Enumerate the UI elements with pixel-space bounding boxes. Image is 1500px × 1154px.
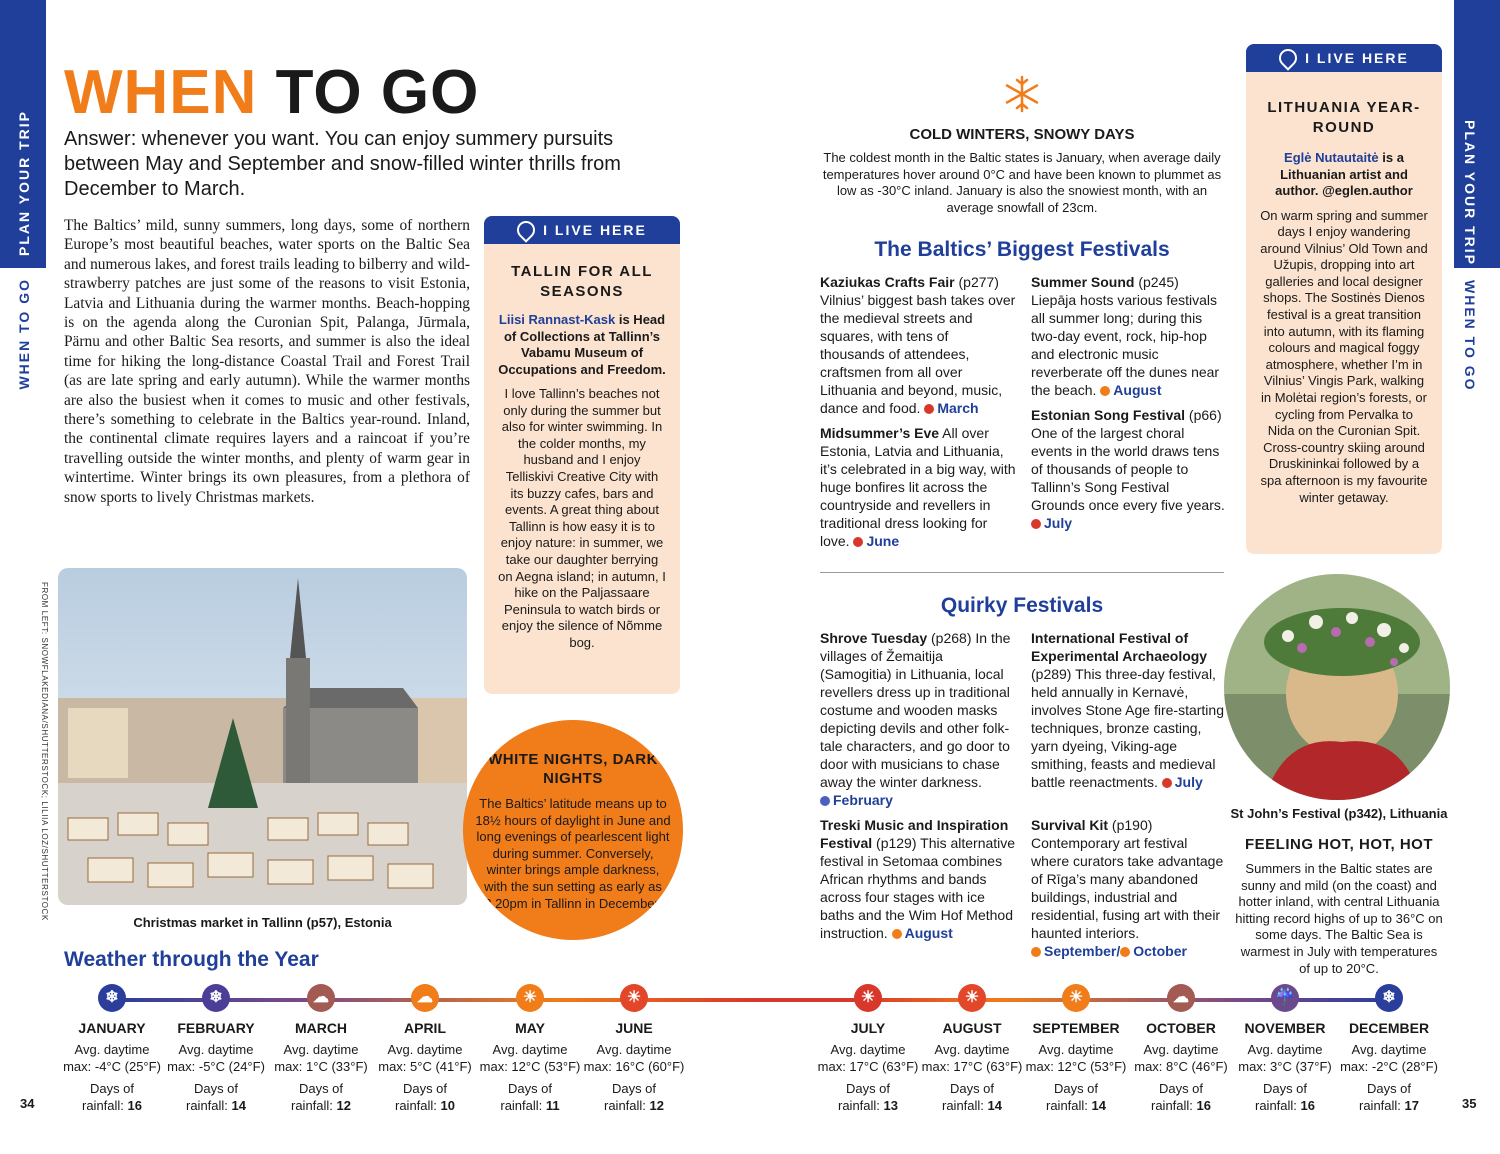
calendar-dot-icon: [892, 929, 902, 939]
page-number-right: 35: [1462, 1096, 1477, 1111]
snowflake-icon: ❄: [1375, 984, 1403, 1012]
title-black: TO GO: [275, 58, 480, 127]
rain-label: Days of: [949, 1081, 995, 1096]
festival-text: Vilnius’ biggest bash takes over the medieval streets and squares, with tens of thousands of attendees, craftsmen from all over Lithuania and beyond, music, dance and food.: [820, 292, 1016, 416]
festival-ref: (p268): [927, 630, 972, 646]
calendar-dot-icon: [1100, 386, 1110, 396]
festival-month-label: October: [1133, 943, 1187, 959]
temp-max: max: 17°C (63°F): [817, 1058, 919, 1074]
live-here-label: I LIVE HERE: [543, 222, 647, 238]
feeling-hot-text: Summers in the Baltic states are sunny and mild (on the coast) and hotter inland, with central Lithuania hitting record highs of up to 36°C on some days. The Baltic Sea is warmest in July with temperatures of up to 20°C.: [1235, 861, 1443, 976]
live-here-text: On warm spring and summer days I enjoy wandering around Vilnius’ Old Town and Užupis, dropping into art galleries and local designer shops. The Sostinės Dienos festival is a great transition into autumn, with its flaming colours and magical foggy atmosphere, whether I’m in Vilnius’ Vingis Park, walking in Molėtai region’s forests, or cycling from Pervalka to Nida on the Curonian Spit. Cross-country skiing around Druskininkai followed by a spa afternoon is my favourite winter getaway.: [1260, 207, 1428, 505]
temp-label: Avg. daytime: [1351, 1042, 1427, 1057]
festival-item: [820, 273, 1016, 417]
festival-ref: (p129): [872, 835, 917, 851]
calendar-dot-icon: [820, 796, 830, 806]
temp-max: max: 12°C (53°F): [479, 1058, 581, 1074]
rain-days: 16: [1196, 1097, 1211, 1113]
rain-days: 16: [127, 1097, 142, 1113]
temp-max: max: 3°C (37°F): [1238, 1058, 1332, 1074]
festival-item: [820, 816, 1016, 942]
white-nights-title: WHITE NIGHTS, DARK NIGHTS: [488, 751, 658, 787]
rain-label-2: rainfall:: [291, 1097, 337, 1113]
rain-label: Days of: [402, 1081, 448, 1096]
rain-days: 10: [440, 1097, 455, 1113]
month-temp: [917, 1042, 1027, 1075]
right-tab-label: PLAN YOUR TRIP: [1462, 120, 1478, 266]
festival-month: [1162, 774, 1203, 790]
cloud-rain-icon: ☔: [1271, 984, 1299, 1012]
festival-month-label: July: [1044, 515, 1073, 531]
festival-ref: (p277): [954, 274, 999, 290]
festival-name: Treski Music and Inspiration Festival: [820, 817, 1009, 851]
rain-label: Days of: [193, 1081, 239, 1096]
festival-item: [820, 629, 1016, 809]
round-photo-caption: St John’s Festival (p342), Lithuania: [1230, 806, 1448, 821]
festival-name: Summer Sound: [1031, 274, 1135, 290]
rain-label-2: rainfall:: [942, 1097, 988, 1113]
month-block: [475, 984, 585, 1114]
festival-text: All over Estonia, Latvia and Lithuania, it’s celebrated in a big way, with huge bonfires lit across the countryside and revellers in traditional dress looking for love.: [820, 425, 1016, 549]
month-name: SEPTEMBER: [1032, 1020, 1120, 1036]
rain-label: Days of: [507, 1081, 553, 1096]
christmas-market-photo: [58, 568, 467, 905]
snowflake-icon: ❄: [202, 984, 230, 1012]
body-text: The Baltics’ mild, sunny summers, long days, some of northern Europe’s most beautiful beaches, water sports on the Baltic Sea and numerous lakes, and forest trails leading to bilberry and wild-strawberry patches are just some of the reasons to visit Estonia, Latvia and Lithuania during the warmer months. Beach-hopping is on the agenda along the Curonian Spit, Palanga, Jūrmala, Pärnu and other Baltic Sea resorts, and summer is also the ideal time for hiking the long-distance Coastal Trail and Forest Trail (as are late spring and early autumn). While the warmer months are also the busiest when it comes to music and other festivals, there’s something to celebrate in the Baltics year-round. Inland, the continental climate requires layers and a raincoat if you’re travelling outside the winter months, and plenty of warm gear in wintertime. Winter brings its own pleasures, from a plethora of snow sports to lively Christmas markets.: [64, 217, 470, 506]
rain-label: Days of: [298, 1081, 344, 1096]
right-section-label: WHEN TO GO: [1462, 280, 1478, 392]
snowflake-icon: [1002, 74, 1042, 114]
festival-text: This three-day festival, held annually in Kernavė, involves Stone Age fire-starting techniques, bronze casting, yarn dyeing, Viking-age smithing, feasts and medieval battle reenactments.: [1031, 666, 1224, 790]
temp-max: max: -5°C (24°F): [167, 1058, 265, 1074]
month-name: AUGUST: [942, 1020, 1002, 1036]
temp-max: max: 16°C (60°F): [583, 1058, 685, 1074]
festival-text: Liepāja hosts various festivals all summer long; during this two-day event, rock, hip-hop and electronic music reverberate off the dunes near the beach.: [1031, 292, 1220, 398]
temp-max: max: 5°C (41°F): [378, 1058, 472, 1074]
rain-days: 14: [231, 1097, 246, 1113]
rain-label: Days of: [1053, 1081, 1099, 1096]
festival-item: [1031, 406, 1225, 532]
calendar-dot-icon: [1031, 947, 1041, 957]
month-temp: [579, 1042, 689, 1075]
live-here-label: I LIVE HERE: [1305, 50, 1409, 66]
festival-name: Midsummer’s Eve: [820, 425, 940, 441]
left-section-label: WHEN TO GO: [16, 278, 32, 390]
temp-max: max: 8°C (46°F): [1134, 1058, 1228, 1074]
biggest-festivals-title: The Baltics’ Biggest Festivals: [874, 238, 1170, 261]
live-here-bar: [484, 216, 680, 244]
month-rain: [1021, 1081, 1131, 1114]
month-block: [579, 984, 689, 1114]
festival-ref: (p245): [1134, 274, 1179, 290]
festival-ref: (p66): [1185, 407, 1222, 423]
month-temp: [813, 1042, 923, 1075]
rain-label-2: rainfall:: [500, 1097, 546, 1113]
rain-label-2: rainfall:: [1359, 1097, 1405, 1113]
location-pin-icon: [513, 217, 538, 242]
rain-days: 11: [545, 1097, 560, 1113]
festival-name: Estonian Song Festival: [1031, 407, 1186, 423]
temp-max: max: 17°C (63°F): [921, 1058, 1023, 1074]
festival-month-label: March: [937, 400, 979, 416]
month-name: APRIL: [404, 1020, 446, 1036]
month-temp: [266, 1042, 376, 1075]
month-rain: [917, 1081, 1027, 1114]
rain-label-2: rainfall:: [1046, 1097, 1092, 1113]
rain-label: Days of: [1262, 1081, 1308, 1096]
rain-label: Days of: [845, 1081, 891, 1096]
christmas-market-image: [58, 568, 467, 905]
rain-days: 14: [987, 1097, 1002, 1113]
cloud-sun-icon: ☁: [307, 984, 335, 1012]
festival-ref: (p289): [1031, 666, 1072, 682]
live-here-author: [498, 312, 666, 378]
live-here-card-lithuania: [1246, 44, 1442, 554]
cloud-sun-icon: ☁: [1167, 984, 1195, 1012]
month-temp: [1334, 1042, 1444, 1075]
live-here-author: [1260, 150, 1428, 200]
location-pin-icon: [1275, 45, 1300, 70]
feeling-hot-title: FEELING HOT, HOT, HOT: [1244, 836, 1433, 853]
month-temp: [1021, 1042, 1131, 1075]
live-here-bar: [1246, 44, 1442, 72]
photo-credit: FROM LEFT: SNOWFLAKEDIANA/SHUTTERSTOCK; LILIIA LOZ/SHUTTERSTOCK: [40, 582, 49, 921]
month-temp: [370, 1042, 480, 1075]
month-block: [1230, 984, 1340, 1114]
temp-label: Avg. daytime: [596, 1042, 672, 1057]
rain-label-2: rainfall:: [1151, 1097, 1197, 1113]
flower-crown-image: [1224, 574, 1450, 800]
sun-icon: ☀: [958, 984, 986, 1012]
festival-name: International Festival of Experimental Archaeology: [1031, 630, 1208, 664]
sun-icon: ☀: [1062, 984, 1090, 1012]
rain-label: Days of: [89, 1081, 135, 1096]
month-name: DECEMBER: [1348, 1020, 1430, 1036]
month-temp: [57, 1042, 167, 1075]
month-block: [266, 984, 376, 1114]
month-block: [57, 984, 167, 1114]
month-block: [1334, 984, 1444, 1114]
calendar-dot-icon: [1031, 519, 1041, 529]
festival-month: [924, 400, 978, 416]
festival-month-label: August: [904, 925, 953, 941]
photo-caption: Christmas market in Tallinn (p57), Estonia: [133, 915, 392, 930]
cold-winters-text: The coldest month in the Baltic states is January, when average daily temperatures hover around 0°C and have been known to plummet as low as -30°C inland. January is also the snowiest month, with an average snowfall of 23cm.: [822, 150, 1222, 215]
calendar-dot-icon: [853, 537, 863, 547]
month-name: JULY: [850, 1020, 886, 1036]
month-name: MAY: [515, 1020, 545, 1036]
festival-name: Shrove Tuesday: [820, 630, 928, 646]
month-block: [813, 984, 923, 1114]
temp-label: Avg. daytime: [74, 1042, 150, 1057]
author-name: Liisi Rannast-Kask: [498, 312, 616, 327]
temp-label: Avg. daytime: [830, 1042, 906, 1057]
temp-label: Avg. daytime: [387, 1042, 463, 1057]
quirky-festivals-title: Quirky Festivals: [940, 594, 1104, 617]
festival-text: In the villages of Žemaitija (Samogitia) in Lithuania, local revellers dress up in traditional costume and wooden masks depicting devils and other folk-tale characters, and go door to door with musicians to chase away the winter darkness.: [820, 630, 1011, 790]
month-name: JANUARY: [78, 1020, 146, 1036]
festival-text: One of the largest choral events in the world draws tens of thousands of people to Tallinn’s Song Festival Grounds once every five years.: [1031, 425, 1225, 513]
rain-label: Days of: [1158, 1081, 1204, 1096]
festival-text: Contemporary art festival where curators take advantage of Rīga’s many abandoned buildings, industrial and residential, fusing art with their haunted interiors.: [1031, 835, 1224, 941]
rain-label-2: rainfall:: [604, 1097, 650, 1113]
sun-icon: ☀: [620, 984, 648, 1012]
rain-label-2: rainfall:: [1255, 1097, 1301, 1113]
temp-label: Avg. daytime: [178, 1042, 254, 1057]
temp-label: Avg. daytime: [492, 1042, 568, 1057]
month-rain: [1334, 1081, 1444, 1114]
white-nights-text: The Baltics’ latitude means up to 18½ hours of daylight in June and long evenings of pearlescent light during summer. Conversely, winter brings ample darkness, with the sun setting as early as 3.20pm in Tallinn in December.: [475, 796, 671, 911]
live-here-title: LITHUANIA YEAR-ROUND: [1267, 99, 1421, 136]
temp-label: Avg. daytime: [1143, 1042, 1219, 1057]
rain-days: 13: [883, 1097, 898, 1113]
sun-icon: ☀: [516, 984, 544, 1012]
rain-label: Days of: [611, 1081, 657, 1096]
temp-label: Avg. daytime: [283, 1042, 359, 1057]
festival-month-label: June: [866, 533, 900, 549]
month-temp: [161, 1042, 271, 1075]
rain-days: 17: [1404, 1097, 1419, 1113]
live-here-text: I love Tallinn’s beaches not only during the summer but also for winter swimming. In the colder months, my husband and I enjoy Telliskivi Creative City with its buzzy cafes, bars and events. A great thing about Tallinn is how easy it is to enjoy nature: in summer, we take our daughter berrying on Aegna island; in autumn, I hike on the Paljassaare Peninsula to watch birds or enjoy the silence of Nõmme bog.: [498, 386, 666, 650]
rain-days: 16: [1300, 1097, 1315, 1113]
festival-name: Kaziukas Crafts Fair: [820, 274, 955, 290]
rain-label-2: rainfall:: [395, 1097, 441, 1113]
festival-month: [1100, 382, 1161, 398]
month-rain: [161, 1081, 271, 1114]
temp-label: Avg. daytime: [934, 1042, 1010, 1057]
month-rain: [579, 1081, 689, 1114]
live-here-title: TALLIN FOR ALL SEASONS: [511, 263, 653, 300]
author-role: is a Lithuanian artist and author. @eglen.author: [1275, 150, 1413, 198]
month-rain: [475, 1081, 585, 1114]
month-block: [1126, 984, 1236, 1114]
intro-text: Answer: whenever you want. You can enjoy summery pursuits between May and September and snow-filled winter thrills from December to March.: [64, 128, 621, 200]
festival-month: [892, 925, 953, 941]
page-number-left: 34: [20, 1096, 35, 1111]
rain-label-2: rainfall:: [186, 1097, 232, 1113]
month-name: OCTOBER: [1146, 1020, 1216, 1036]
festival-item: [1031, 629, 1225, 791]
month-name: FEBRUARY: [177, 1020, 255, 1036]
temp-label: Avg. daytime: [1247, 1042, 1323, 1057]
festival-item: [1031, 273, 1225, 399]
month-block: [917, 984, 1027, 1114]
festival-month: [1031, 943, 1187, 959]
author-role: is Head of Collections at Tallinn’s Vabamu Museum of Occupations and Freedom.: [498, 312, 666, 377]
calendar-dot-icon: [1120, 947, 1130, 957]
festival-month-label: September/: [1044, 943, 1121, 959]
cold-winters-title: COLD WINTERS, SNOWY DAYS: [909, 126, 1135, 143]
section-divider: [820, 572, 1224, 573]
festival-text: This alternative festival in Setomaa combines African rhythms and bands across four stages with ice baths and the Wim Hof Method instruction.: [820, 835, 1016, 941]
festival-ref: (p190): [1108, 817, 1153, 833]
festival-item: [820, 424, 1016, 550]
calendar-dot-icon: [924, 404, 934, 414]
month-rain: [57, 1081, 167, 1114]
rain-days: 12: [649, 1097, 664, 1113]
temp-max: max: 1°C (33°F): [274, 1058, 368, 1074]
weather-title: Weather through the Year: [64, 948, 319, 971]
month-name: NOVEMBER: [1244, 1020, 1326, 1036]
month-temp: [475, 1042, 585, 1075]
page-title: [64, 58, 480, 127]
festival-month: [853, 533, 899, 549]
festival-month: [1031, 515, 1072, 531]
month-temp: [1230, 1042, 1340, 1075]
festival-month: [820, 792, 893, 808]
festival-month-label: July: [1174, 774, 1203, 790]
cloud-sun-icon: ☁: [411, 984, 439, 1012]
live-here-card-tallinn: [484, 216, 680, 694]
month-rain: [266, 1081, 376, 1114]
white-nights-circle: [463, 720, 683, 940]
festival-month-label: February: [833, 792, 893, 808]
festival-name: Survival Kit: [1031, 817, 1109, 833]
month-rain: [813, 1081, 923, 1114]
month-rain: [370, 1081, 480, 1114]
rain-days: 12: [336, 1097, 351, 1113]
temp-max: max: 12°C (53°F): [1025, 1058, 1127, 1074]
month-rain: [1230, 1081, 1340, 1114]
sun-icon: ☀: [854, 984, 882, 1012]
temp-max: max: -2°C (28°F): [1340, 1058, 1438, 1074]
snowflake-icon: ❄: [98, 984, 126, 1012]
st-johns-festival-photo: [1224, 574, 1450, 800]
temp-max: max: -4°C (25°F): [63, 1058, 161, 1074]
calendar-dot-icon: [1162, 778, 1172, 788]
month-block: [161, 984, 271, 1114]
rain-label-2: rainfall:: [838, 1097, 884, 1113]
month-temp: [1126, 1042, 1236, 1075]
rain-label-2: rainfall:: [82, 1097, 128, 1113]
month-rain: [1126, 1081, 1236, 1114]
festival-month-label: August: [1113, 382, 1162, 398]
month-name: JUNE: [615, 1020, 653, 1036]
festival-item: [1031, 816, 1225, 960]
month-block: [1021, 984, 1131, 1114]
month-name: MARCH: [294, 1020, 348, 1036]
author-name: Eglė Nutautaitė: [1284, 150, 1379, 165]
month-block: [370, 984, 480, 1114]
left-tab-label: PLAN YOUR TRIP: [16, 110, 32, 256]
temp-label: Avg. daytime: [1038, 1042, 1114, 1057]
title-orange: WHEN: [64, 58, 258, 127]
rain-label: Days of: [1366, 1081, 1412, 1096]
rain-days: 14: [1091, 1097, 1106, 1113]
